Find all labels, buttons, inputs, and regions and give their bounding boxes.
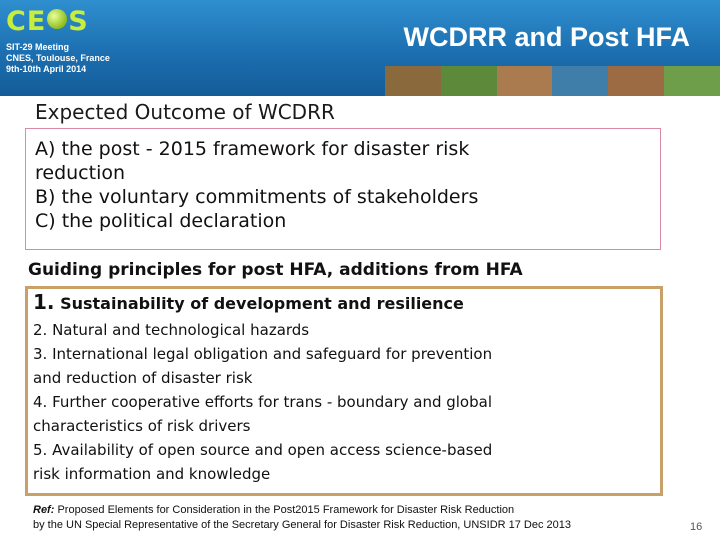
expected-outcome-list — [35, 137, 655, 233]
list-item: 2. Natural and technological hazards — [33, 321, 310, 339]
list-item: 5. Availability of open source and open access science-based — [33, 441, 493, 459]
header-banner — [0, 0, 720, 96]
reference-note — [33, 503, 703, 533]
principle-number: 1. — [33, 290, 55, 314]
page-number: 16 — [690, 521, 703, 533]
list-item: C) the political declaration — [35, 210, 287, 232]
list-item: 3. International legal obligation and safeguard for prevention — [33, 345, 493, 363]
list-item: reduction — [35, 162, 126, 184]
reference-line: Proposed Elements for Consideration in the Post2015 Framework for Disaster Risk Reduction — [57, 504, 515, 516]
photo-tile — [552, 66, 608, 96]
list-item: A) the post - 2015 framework for disaster risk — [35, 138, 470, 160]
photo-tile — [497, 66, 553, 96]
list-item: 4. Further cooperative efforts for trans - boundary and global — [33, 393, 492, 411]
list-item: risk information and knowledge — [33, 465, 271, 483]
principle-1 — [33, 290, 464, 314]
meeting-info — [6, 42, 156, 75]
globe-icon — [47, 9, 67, 29]
reference-lead: Ref: — [33, 504, 55, 516]
ceos-logo: CE S — [6, 6, 89, 37]
reference-line: by the UN Special Representative of the Secretary General for Disaster Risk Reduction, UNSIDR 17 Dec 2013 — [33, 519, 572, 531]
meeting-line: 9th-10th April 2014 — [6, 64, 87, 74]
principle-text: Sustainability of development and resilience — [60, 294, 464, 313]
list-item: B) the voluntary commitments of stakeholders — [35, 186, 479, 208]
header-photo-strip — [385, 66, 720, 96]
meeting-line: CNES, Toulouse, France — [6, 53, 110, 63]
expected-outcome-heading: Expected Outcome of WCDRR — [35, 100, 335, 124]
guiding-principles-heading: Guiding principles for post HFA, additions from HFA — [28, 260, 523, 280]
photo-tile — [441, 66, 497, 96]
photo-tile — [664, 66, 720, 96]
meeting-line: SIT-29 Meeting — [6, 42, 70, 52]
slide-title: WCDRR and Post HFA — [403, 22, 690, 52]
photo-tile — [385, 66, 441, 96]
principles-list — [33, 318, 659, 486]
list-item: and reduction of disaster risk — [33, 369, 253, 387]
list-item: characteristics of risk drivers — [33, 417, 251, 435]
photo-tile — [608, 66, 664, 96]
